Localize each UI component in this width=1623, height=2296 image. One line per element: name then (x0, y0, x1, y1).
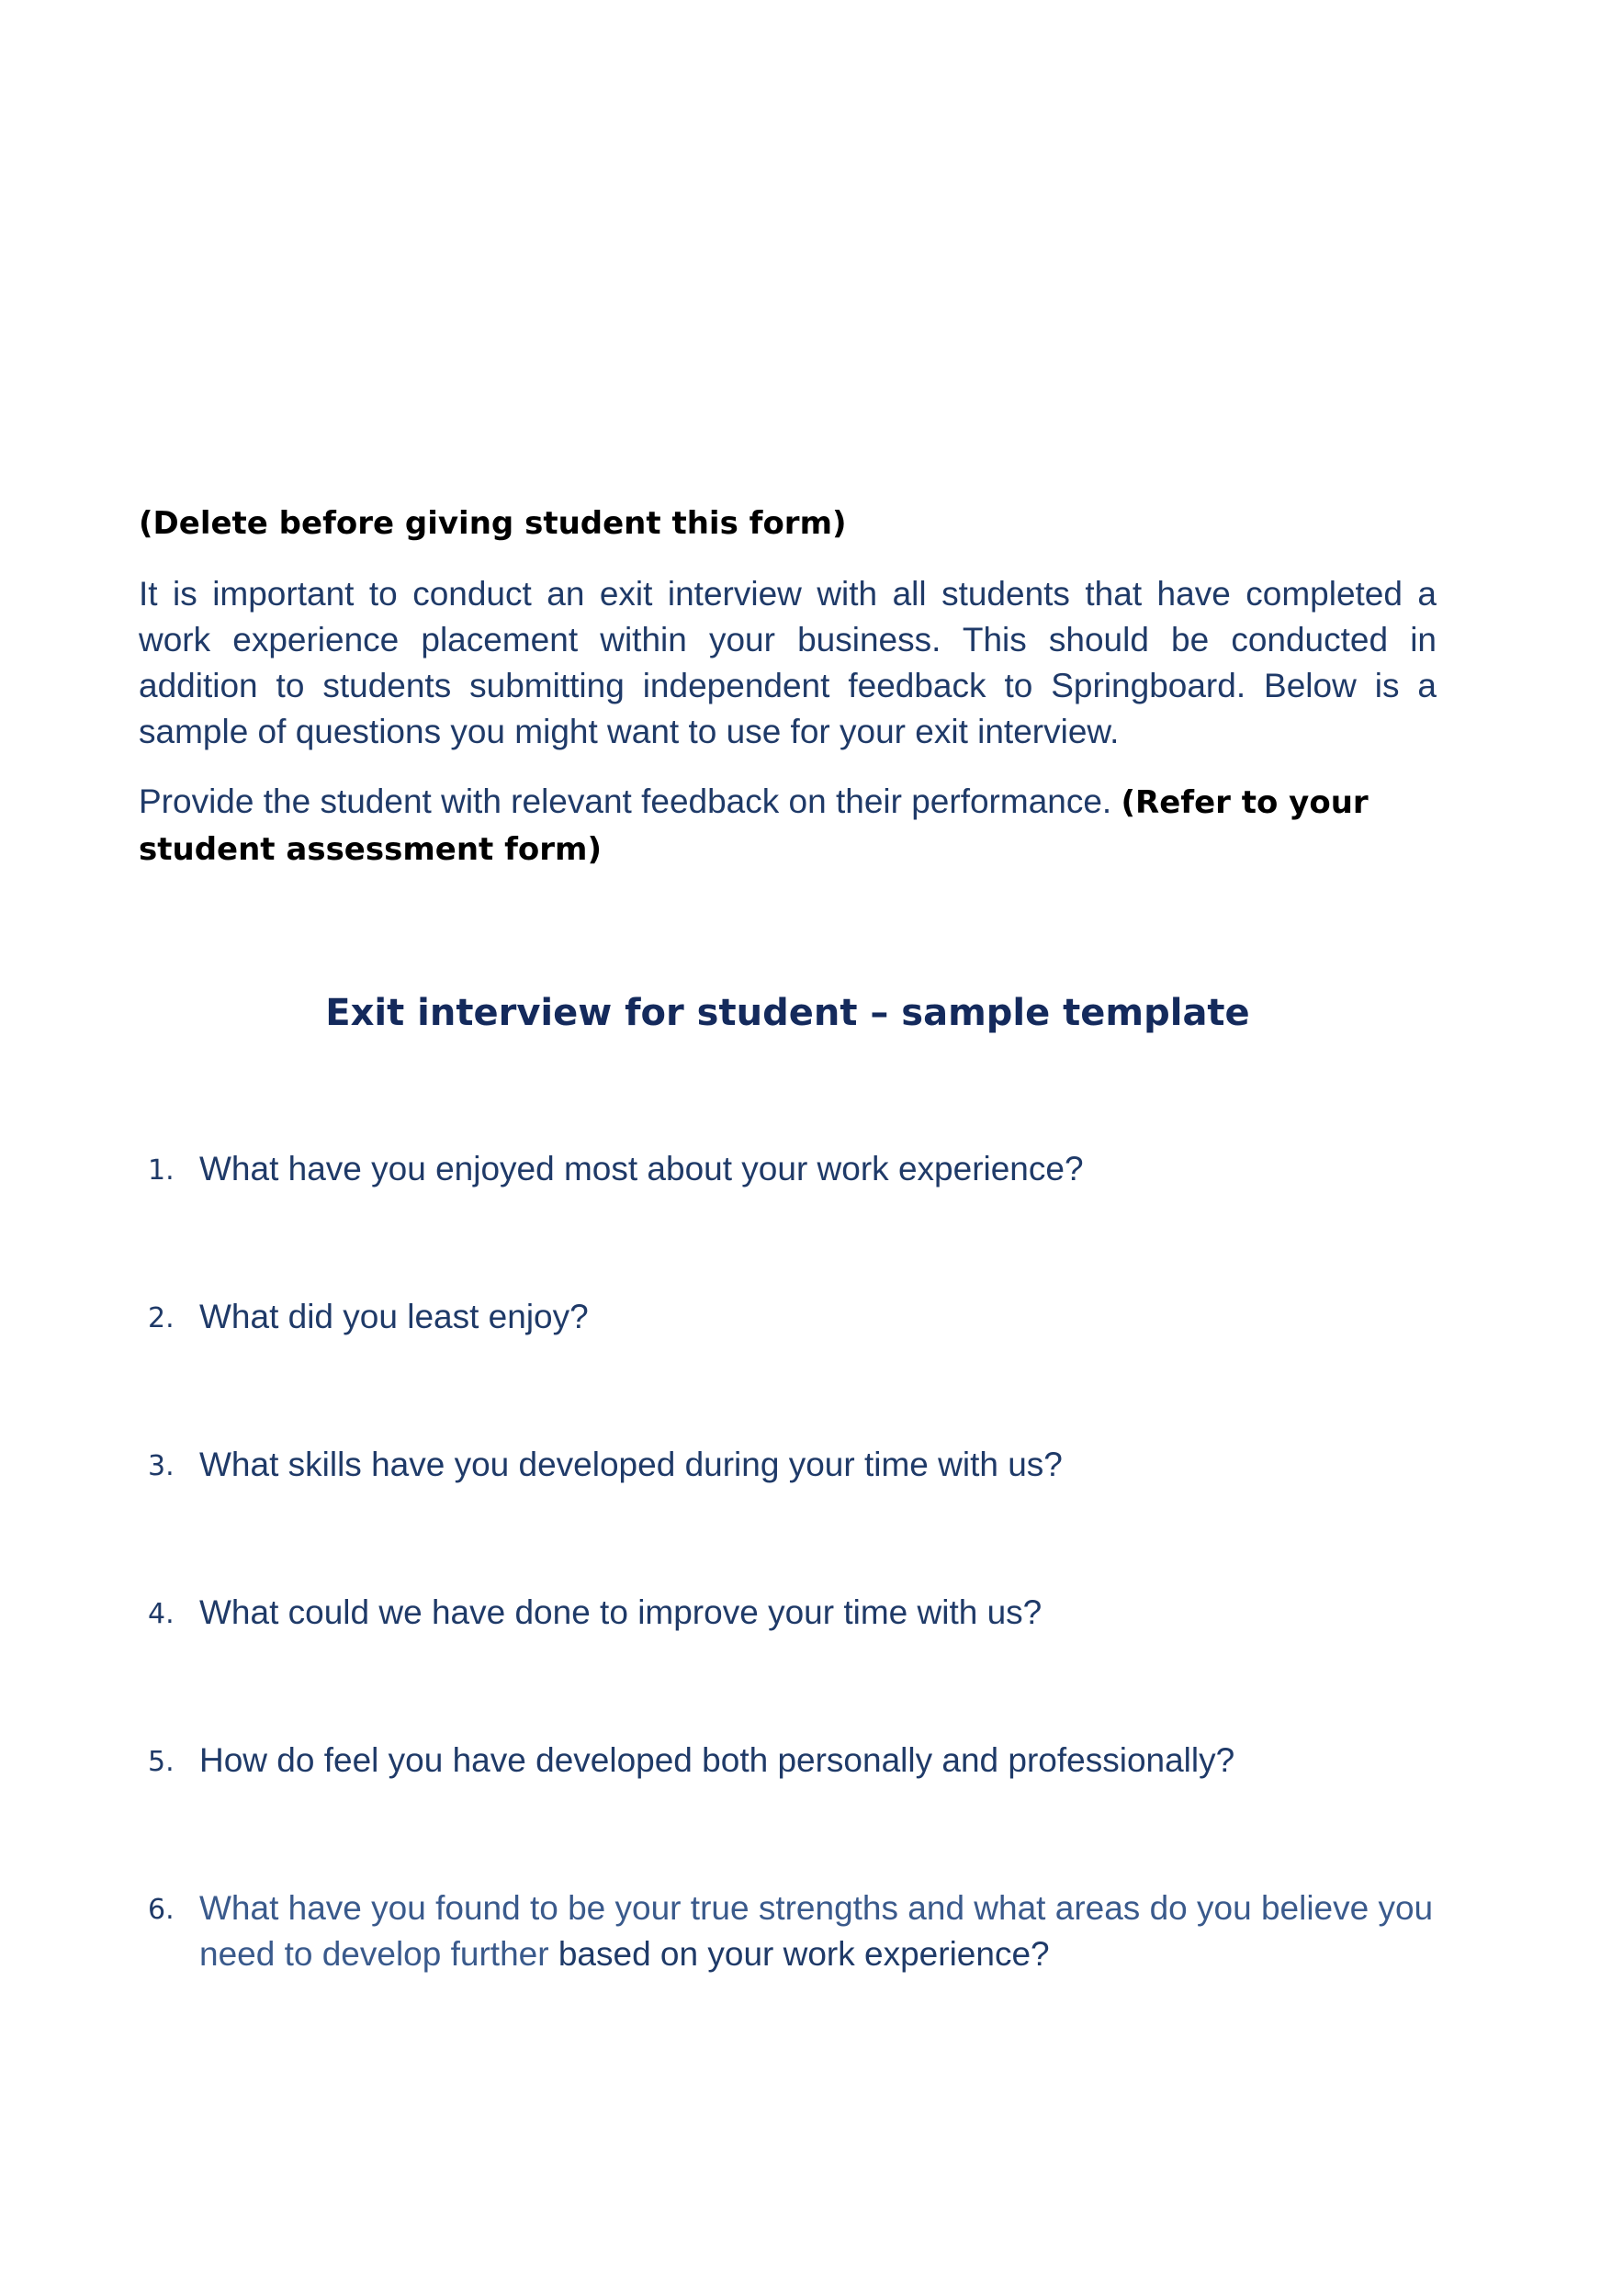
intro-paragraph: It is important to conduct an exit interview with all students that have completed a work experience placement within your business. This should be conducted in addition to students submitting independent feedback to Springboard. Below is a sample of questions you might want to use for your exit interview. (139, 575, 1437, 751)
feedback-bold-note: (Refer to your student assessment form) (139, 784, 1369, 869)
question-number: 1. (148, 1154, 175, 1187)
question-number: 6. (148, 1894, 175, 1926)
feedback-text: Provide the student with relevant feedback on their performance. (139, 782, 1112, 821)
question-item (139, 1738, 1437, 1885)
question-list (139, 1146, 1437, 1977)
question-number: 3. (148, 1450, 175, 1482)
question-item (139, 1294, 1437, 1442)
question-text: What could we have done to improve your time with us? (199, 1593, 1043, 1631)
page-title: Exit interview for student – sample template (325, 992, 1250, 1034)
question-text: What did you least enjoy? (199, 1298, 589, 1335)
question-text-continued: based on your work experience? (548, 1935, 1050, 1973)
question-number: 4. (148, 1598, 175, 1630)
question-item (139, 1885, 1437, 1977)
question-item (139, 1590, 1437, 1738)
question-text: What skills have you developed during your time with us? (199, 1446, 1063, 1483)
question-item (139, 1146, 1437, 1294)
question-text: How do feel you have developed both personally and professionally? (199, 1741, 1235, 1779)
question-number: 2. (148, 1302, 175, 1334)
question-number: 5. (148, 1746, 175, 1778)
question-text: What have you found to be your true strengths and what areas do you believe you need to develop further (199, 1889, 1434, 1973)
document-page (139, 503, 1437, 1973)
question-text: What have you enjoyed most about your work experience? (199, 1150, 1084, 1187)
instruction-note: (Delete before giving student this form) (139, 505, 847, 542)
feedback-paragraph (139, 779, 1437, 872)
question-item (139, 1442, 1437, 1590)
